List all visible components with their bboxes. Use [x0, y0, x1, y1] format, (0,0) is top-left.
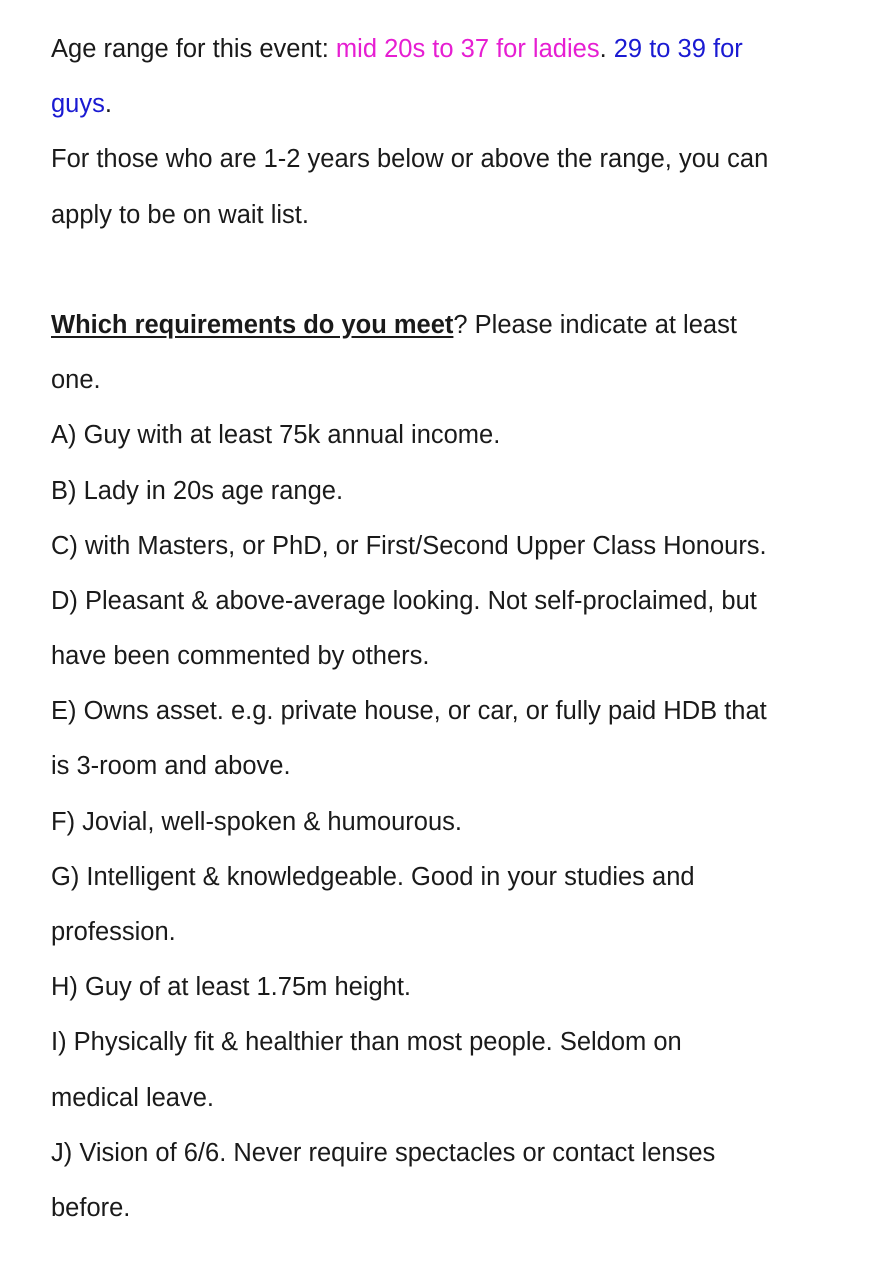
requirement-line: profession. — [51, 918, 176, 946]
age-range-prefix: Age range for this event: — [51, 35, 336, 63]
requirements-heading-suffix: ? Please indicate at least — [453, 310, 737, 339]
requirement-line: J) Vision of 6/6. Never require spectacles or contact lenses — [51, 1138, 716, 1167]
requirement-line: H) Guy of at least 1.75m height. — [51, 973, 412, 1002]
requirement-line: is 3-room and above. — [51, 752, 291, 781]
requirement-line: I) Physically fit & healthier than most people. Seldom on — [51, 1028, 682, 1057]
ladies-age-range: mid 20s to 37 for ladies — [335, 35, 600, 63]
requirement-line: B) Lady in 20s age range. — [51, 476, 344, 505]
requirements-heading-line — [51, 298, 851, 353]
requirement-line: before. — [51, 1193, 131, 1222]
waitlist-line-2: apply to be on wait list. — [51, 200, 309, 229]
age-range-end: . — [104, 90, 112, 119]
requirement-line: C) with Masters, or PhD, or First/Second Upper Class Honours. — [51, 531, 767, 560]
requirement-line: F) Jovial, well-spoken & humourous. — [51, 807, 463, 836]
requirement-line: medical leave. — [51, 1083, 214, 1112]
age-range-separator: . — [599, 35, 614, 63]
document-page — [51, 22, 851, 1236]
requirement-line: E) Owns asset. e.g. private house, or car, or fully paid HDB that — [51, 697, 767, 726]
waitlist-line-1: For those who are 1-2 years below or above the range, you can — [51, 145, 769, 174]
requirement-line: A) Guy with at least 75k annual income. — [51, 421, 501, 450]
age-range-line-2 — [51, 77, 851, 132]
requirement-line: D) Pleasant & above-average looking. Not self-proclaimed, but — [51, 586, 757, 615]
age-range-line — [51, 22, 851, 77]
section-spacer — [51, 243, 851, 298]
guys-age-range-part1: 29 to 39 for — [613, 35, 743, 63]
requirement-line: have been commented by others. — [51, 642, 430, 671]
requirement-line: G) Intelligent & knowledgeable. Good in your studies and — [51, 862, 695, 891]
requirements-heading: Which requirements do you meet — [51, 310, 454, 339]
requirements-heading-line-2: one. — [51, 366, 101, 395]
guys-age-range-part2: guys — [51, 90, 105, 119]
